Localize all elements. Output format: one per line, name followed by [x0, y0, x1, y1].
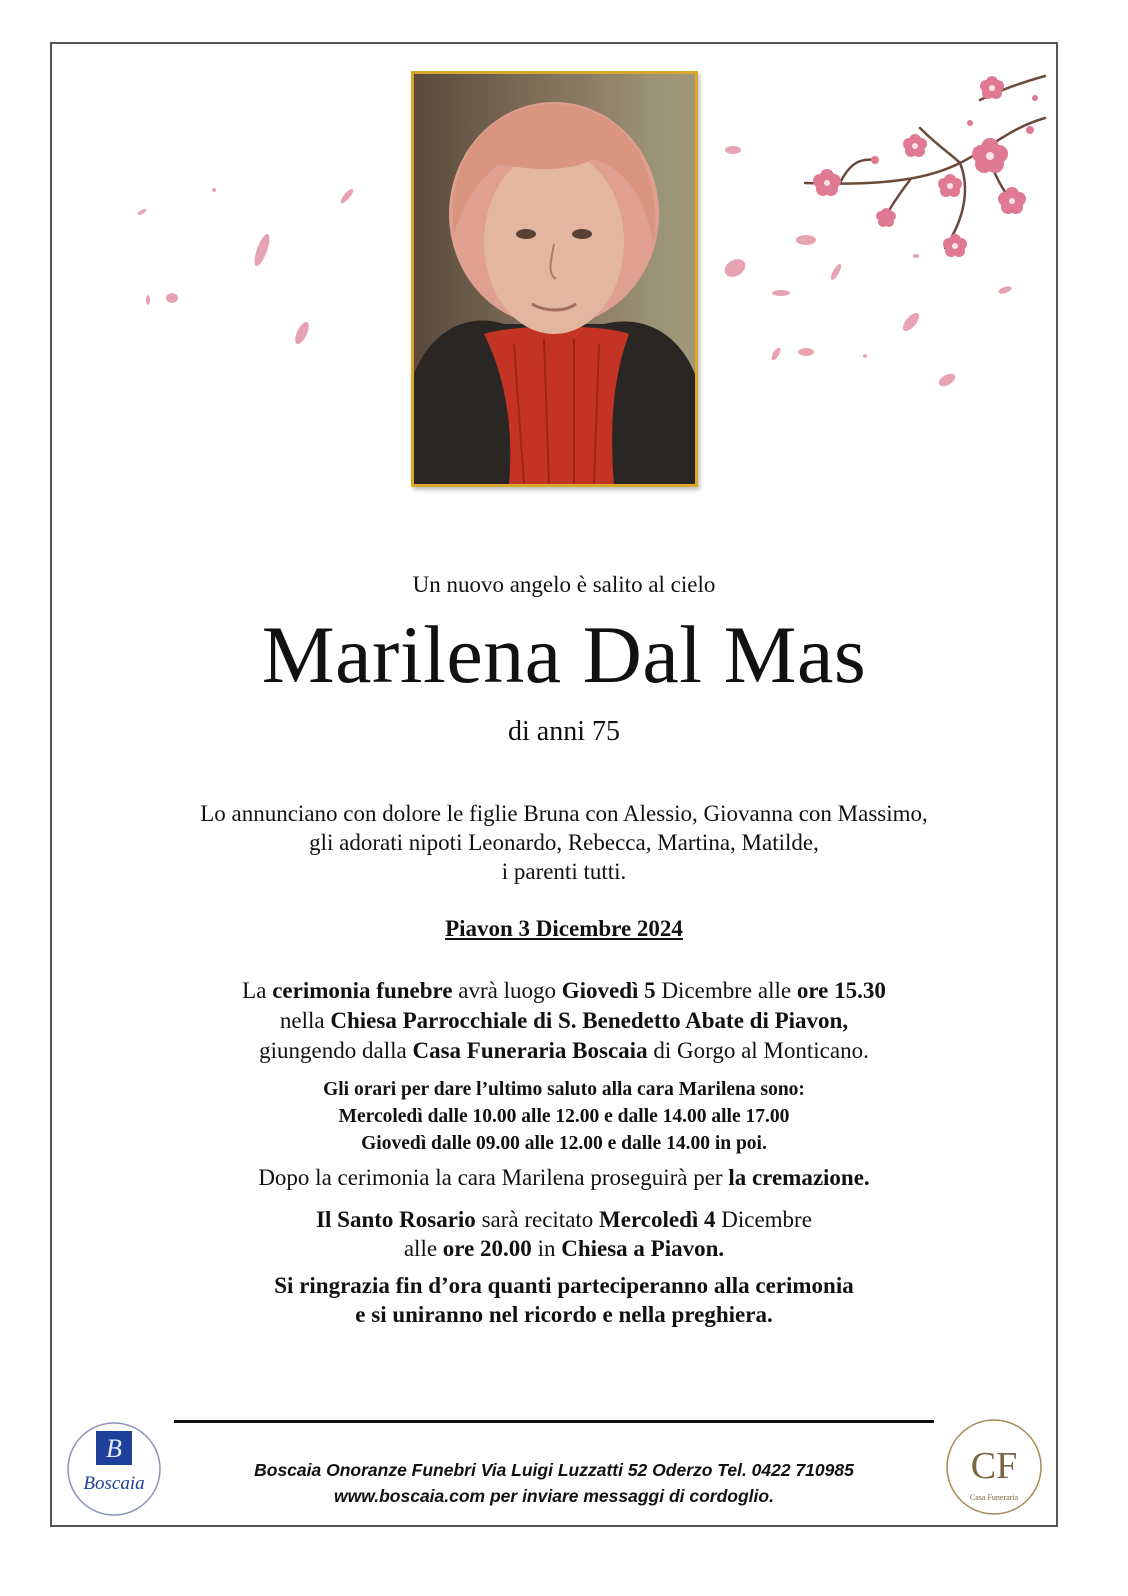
- ceremony-line: giungendo dalla Casa Funeraria Boscaia di Gorgo al Monticano.: [259, 1038, 869, 1063]
- announcement-line: gli adorati nipoti Leonardo, Rebecca, Martina, Matilde,: [309, 830, 819, 855]
- thanks-paragraph: [0, 1271, 1128, 1329]
- portrait-photo: [411, 71, 698, 487]
- dateline-text: Piavon 3 Dicembre 2024: [445, 916, 683, 941]
- announcement-line: Lo annunciano con dolore le figlie Bruna con Alessio, Giovanna con Massimo,: [200, 801, 928, 826]
- hours-line: Mercoledì dalle 10.00 alle 12.00 e dalle 14.00 alle 17.00: [338, 1106, 790, 1127]
- footer-divider: [174, 1420, 934, 1423]
- cherry-blossom-branch: [780, 68, 1050, 278]
- cremation-note: Dopo la cerimonia la cara Marilena proseguirà per la cremazione.: [258, 1165, 870, 1190]
- announcement-line: i parenti tutti.: [501, 859, 627, 884]
- casa-funeraria-logo: [945, 1418, 1043, 1516]
- rosary-paragraph: [0, 1205, 1128, 1263]
- thanks-line: e si uniranno nel ricordo e nella preghiera.: [355, 1302, 773, 1327]
- deceased-name: Marilena Dal Mas: [261, 609, 867, 700]
- svg-text:Casa Funeraria: Casa Funeraria: [969, 1493, 1019, 1502]
- rosary-line: Il Santo Rosario sarà recitato Mercoledì 4 Dicembre: [316, 1207, 812, 1232]
- footer-website: www.boscaia.com per inviare messaggi di cordoglio.: [334, 1486, 774, 1506]
- thanks-line: Si ringrazia fin d’ora quanti parteciperanno alla cerimonia: [274, 1273, 854, 1298]
- svg-text:B: B: [106, 1434, 122, 1463]
- hours-line: Giovedì dalle 09.00 alle 12.00 e dalle 14.00 in poi.: [361, 1133, 767, 1154]
- boscaia-logo: [66, 1421, 162, 1517]
- ceremony-line: nella Chiesa Parrocchiale di S. Benedetto Abate di Piavon,: [279, 1008, 849, 1033]
- dateline: [0, 916, 1128, 942]
- deceased-age: di anni 75: [508, 716, 620, 747]
- visiting-hours: [0, 1076, 1128, 1157]
- hours-line: Gli orari per dare l’ultimo saluto alla cara Marilena sono:: [323, 1079, 805, 1100]
- rosary-line: alle ore 20.00 in Chiesa a Piavon.: [403, 1236, 725, 1261]
- svg-text:CF: CF: [970, 1445, 1018, 1487]
- svg-text:Boscaia: Boscaia: [83, 1473, 145, 1494]
- ceremony-paragraph: [0, 976, 1128, 1066]
- footer-address: Boscaia Onoranze Funebri Via Luigi Luzzatti 52 Oderzo Tel. 0422 710985: [254, 1460, 854, 1480]
- announcement-paragraph: [0, 799, 1128, 886]
- ceremony-line: La cerimonia funebre avrà luogo Giovedì 5 Dicembre alle ore 15.30: [242, 978, 886, 1003]
- notice-subtitle: Un nuovo angelo è salito al cielo: [412, 572, 716, 597]
